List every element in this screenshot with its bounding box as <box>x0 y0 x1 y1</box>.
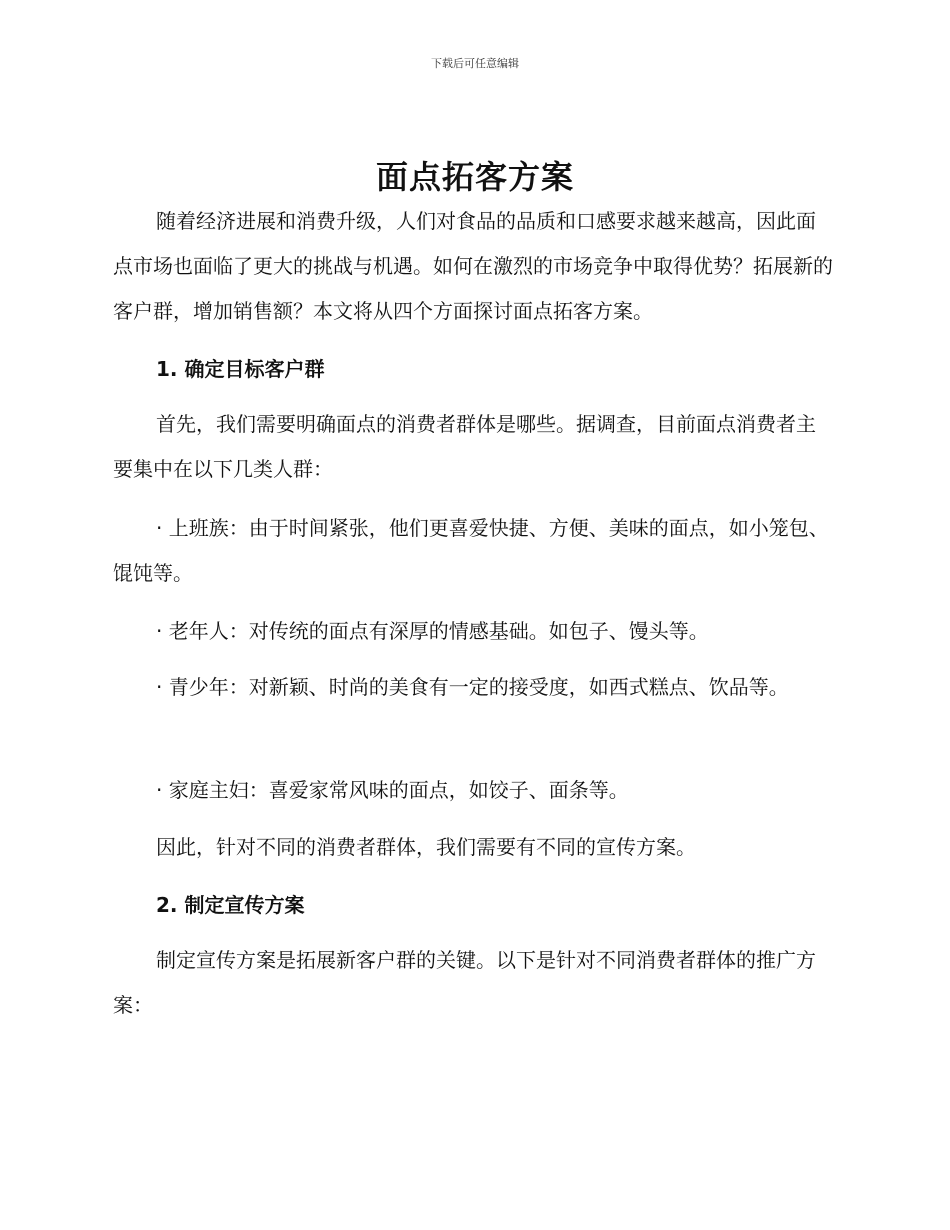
section1-paragraph: 首先，我们需要明确面点的消费者群体是哪些。据调查，目前面点消费者主要集中在以下几类人群： <box>113 412 816 481</box>
intro-paragraph: 随着经济进展和消费升级，人们对食品的品质和口感要求越来越高，因此面点市场也面临了更大的挑战与机遇。如何在激烈的市场竞争中取得优势？拓展新的客户群，增加销售额？本文将从四个方面探讨面点拓客方案。 <box>113 209 833 323</box>
section2-paragraph: 制定宣传方案是拓展新客户群的关键。以下是针对不同消费者群体的推广方案： <box>113 948 816 1017</box>
bullet-teenagers: · 青少年：对新颖、时尚的美食有一定的接受度，如西式糕点、饮品等。 <box>156 675 789 699</box>
section1-heading: 1. 确定目标客户群 <box>156 357 325 381</box>
bullet-housewives: · 家庭主妇：喜爱家常风味的面点，如饺子、面条等。 <box>156 778 629 802</box>
header-note: 下载后可任意编辑 <box>431 57 519 70</box>
section2-heading: 2. 制定宣传方案 <box>156 893 305 917</box>
bullet-office-workers: · 上班族：由于时间紧张，他们更喜爱快捷、方便、美味的面点，如小笼包、馄饨等。 <box>113 516 829 585</box>
bullet-elderly: · 老年人：对传统的面点有深厚的情感基础。如包子、馒头等。 <box>156 619 709 643</box>
section1-conclusion: 因此，针对不同的消费者群体，我们需要有不同的宣传方案。 <box>156 835 696 859</box>
document-title: 面点拓客方案 <box>375 158 574 196</box>
